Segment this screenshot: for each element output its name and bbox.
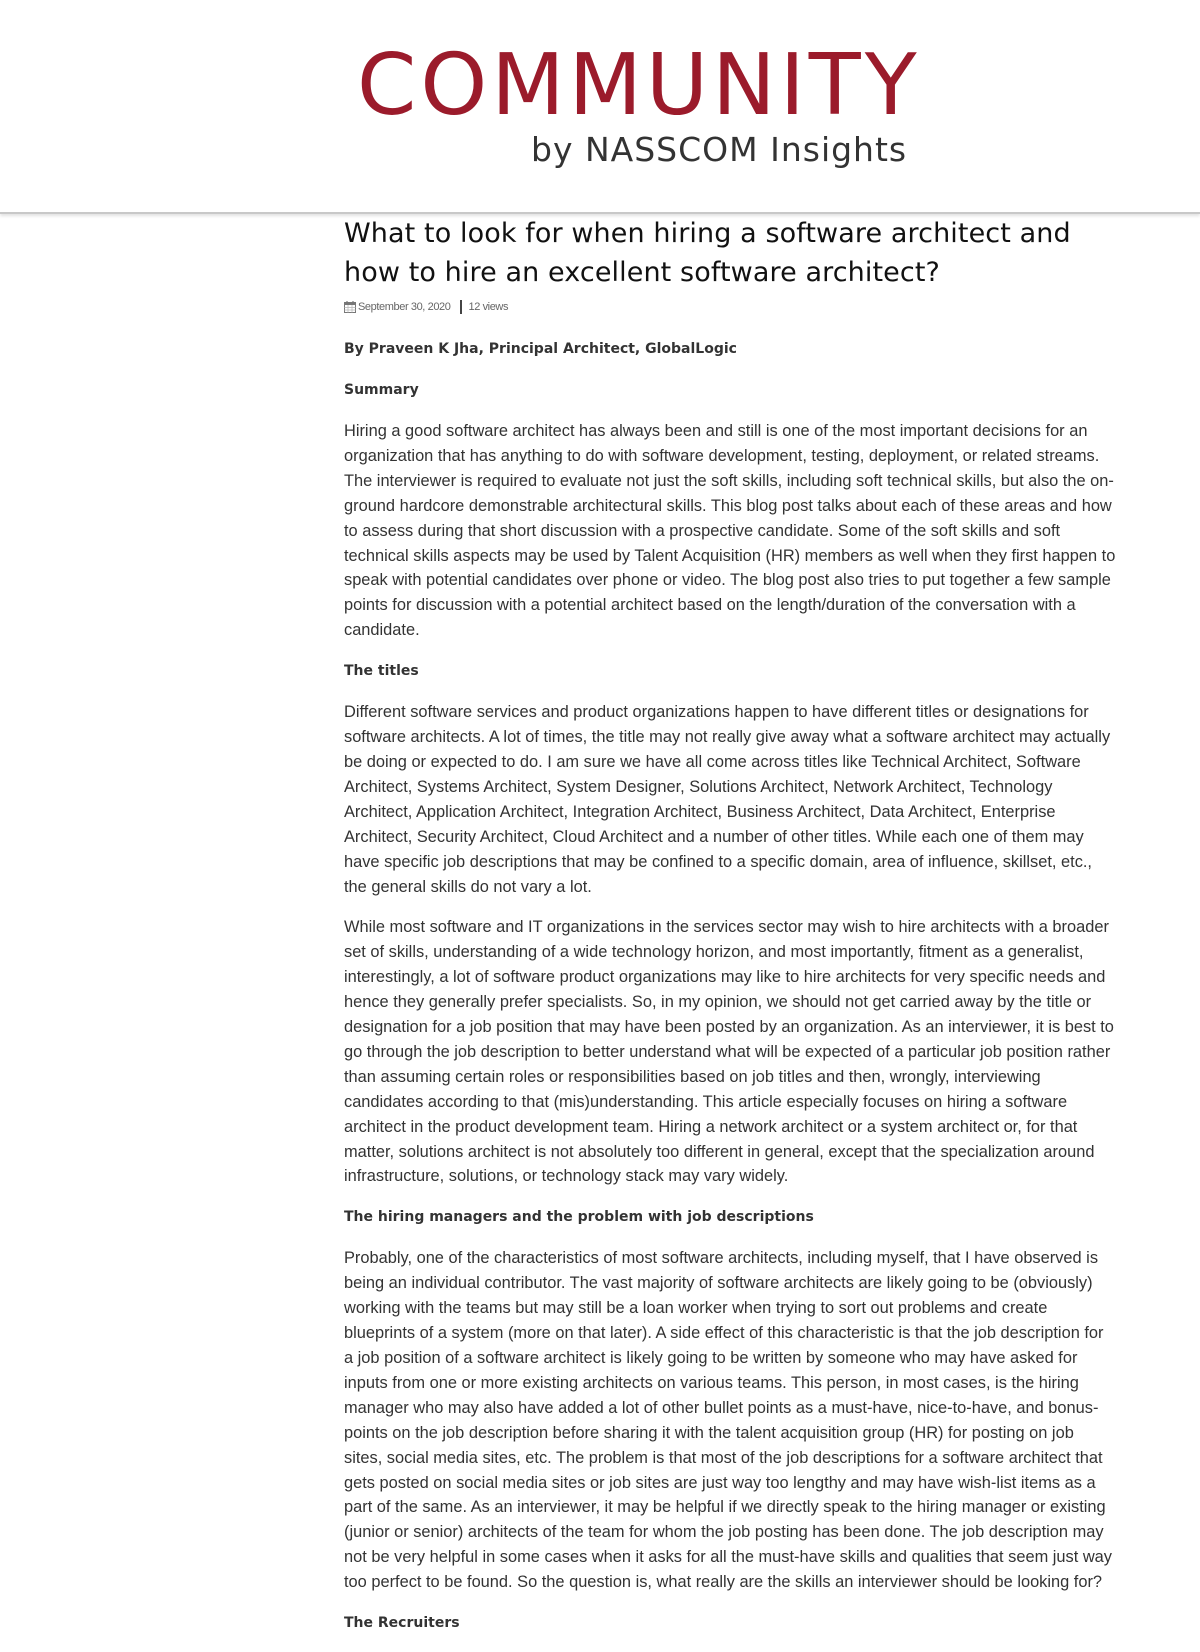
paragraph: Hiring a good software architect has always been and still is one of the most important decisions for an organization that has anything to do with software development, testing, deployment, or related streams. The interviewer is required to evaluate not just the soft skills, including soft technical skills, but also the on-ground hardcore demonstrable architectural skills. This blog post talks about each of these areas and how to assess during that short discussion with a prospective candidate. Some of the soft skills and soft technical skills aspects may be used by Talent Acquisition (HR) members as well when they first happen to speak with potential candidates over phone or video. The blog post also tries to put together a few sample points for discussion with a potential architect based on the length/duration of the conversation with a candidate. xyxy=(344,422,1116,640)
paragraph: While most software and IT organizations in the services sector may wish to hire architects with a broader set of skills, understanding of a wide technology horizon, and most importantly, fitment as a generalist, interestingly, a lot of software product organizations may like to hire architects for very specific needs and hence they generally prefer specialists. So, in my opinion, we should not get carried away by the title or designation for a job position that may have been posted by an organization. As an interviewer, it is best to go through the job description to better understand what will be expected of a particular job position rather than assuming certain roles or responsibilities based on job titles and then, wrongly, interviewing candidates according to that (mis)understanding. This article especially focuses on hiring a software architect in the product development team. Hiring a network architect or a system architect or, for that matter, solutions architect is not absolutely too different in general, except that the specialization around infrastructure, solutions, or technology stack may vary widely. xyxy=(344,918,1114,1186)
article-title: What to look for when hiring a software architect and how to hire an excellent software architect? xyxy=(344,218,1071,288)
section-heading-recruiters: The Recruiters xyxy=(344,1615,460,1632)
section-heading-titles: The titles xyxy=(344,663,419,680)
article-meta xyxy=(344,298,1116,316)
section-heading-hiring-managers: The hiring managers and the problem with job descriptions xyxy=(344,1209,814,1226)
calendar-icon xyxy=(344,301,356,313)
article-body xyxy=(344,337,1116,1636)
paragraph: Probably, one of the characteristics of most software architects, including myself, that I have observed is being an individual contributor. The vast majority of software architects are likely going to be (obviously) working with the teams but may still be a loan worker when trying to sort out problems and create blueprints of a system (more on that later). A side effect of this characteristic is that the job description for a job position of a software architect is likely going to be written by someone who may have asked for inputs from one or more existing architects on various teams. This person, in most cases, is the hiring manager who may also have added a lot of other bullet points as a must-have, nice-to-have, and bonus-points on the job description before sharing it with the talent acquisition group (HR) for posting on job sites, social media sites, etc. The problem is that most of the job descriptions for a software architect that gets posted on social media sites or job sites are just way too lengthy and may have wish-list items as a part of the same. As an interviewer, it may be helpful if we directly speak to the hiring manager or existing (junior or senior) architects of the team for whom the job posting has been done. The job description may not be very helpful in some cases when it asks for all the must-have skills and qualities that seem just way too perfect to be found. So the question is, what really are the skills an interviewer should be looking for? xyxy=(344,1249,1112,1592)
site-logo[interactable] xyxy=(357,36,921,176)
site-header xyxy=(0,0,1200,214)
view-count: 12 views xyxy=(468,301,509,313)
article xyxy=(344,214,1116,1652)
logo-wordmark: COMMUNITY xyxy=(357,36,921,135)
meta-divider xyxy=(460,300,462,314)
byline: By Praveen K Jha, Principal Architect, GlobalLogic xyxy=(344,341,737,357)
paragraph: Different software services and product organizations happen to have different titles or designations for software architects. A lot of times, the title may not really give away what a software architect may actually be doing or expected to do. I am sure we have all come across titles like Technical Architect, Software Architect, Systems Architect, System Designer, Solutions Architect, Network Architect, Technology Architect, Application Architect, Integration Architect, Business Architect, Data Architect, Enterprise Architect, Security Architect, Cloud Architect and a number of other titles. While each one of them may have specific job descriptions that may be confined to a specific domain, area of influence, skillset, etc., the general skills do not vary a lot. xyxy=(344,703,1111,896)
section-heading-summary: Summary xyxy=(344,382,419,398)
publish-date: September 30, 2020 xyxy=(358,301,451,313)
logo-tagline: by NASSCOM Insights xyxy=(531,130,908,169)
